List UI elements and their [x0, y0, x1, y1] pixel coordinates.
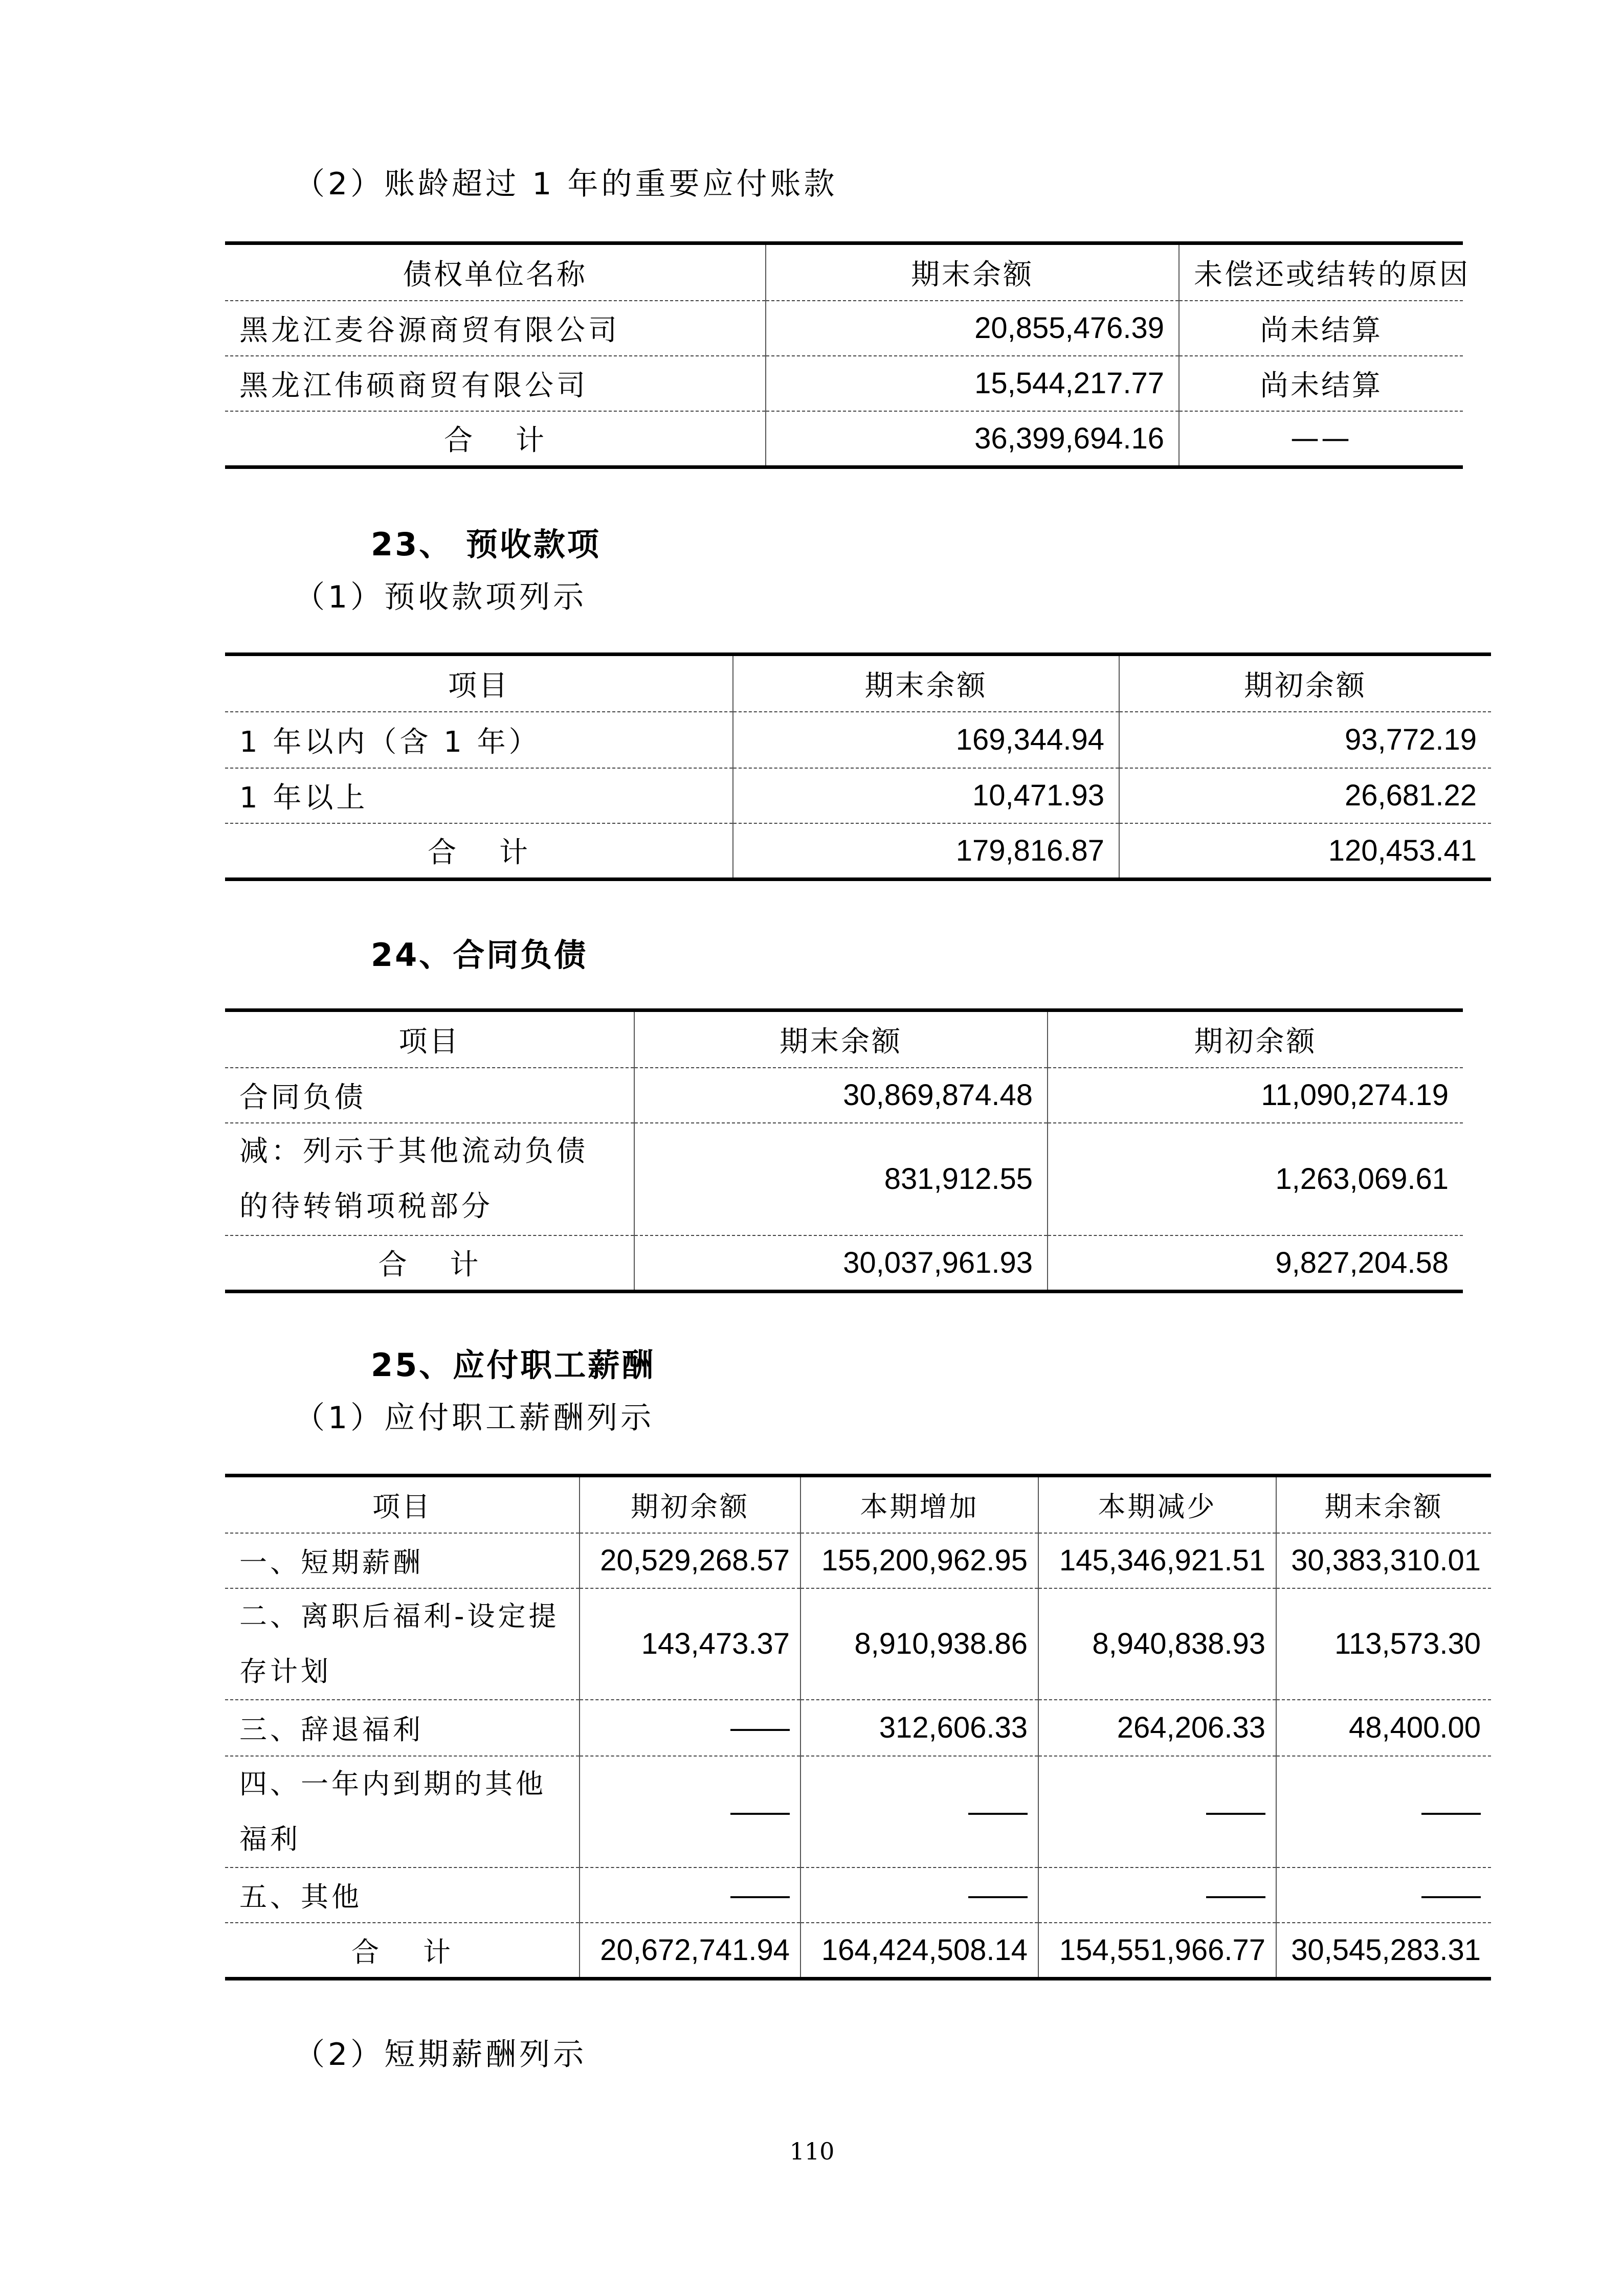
cell-value: 9,827,204.58 — [1048, 1235, 1463, 1292]
employee-payables-table — [225, 1474, 1491, 1980]
cell-value: —— — [1038, 1867, 1276, 1923]
column-header: 期末余额 — [733, 655, 1119, 712]
total-label — [225, 1235, 634, 1292]
advance-receipts-table — [225, 652, 1491, 881]
total-label — [225, 1923, 580, 1979]
cell-value: 8,910,938.86 — [800, 1588, 1038, 1700]
column-header: 期初余额 — [1119, 655, 1491, 712]
cell-value: 179,816.87 — [733, 823, 1119, 880]
column-header: 期初余额 — [1048, 1010, 1463, 1068]
cell-value: 155,200,962.95 — [800, 1533, 1038, 1588]
cell-value: 30,037,961.93 — [634, 1235, 1048, 1292]
total-label-part: 合 — [378, 1248, 409, 1282]
cell-value: 831,912.55 — [634, 1123, 1048, 1235]
cell-value: 145,346,921.51 — [1038, 1533, 1276, 1588]
cell-value: 154,551,966.77 — [1038, 1923, 1276, 1979]
cell-value: 143,473.37 — [580, 1588, 800, 1700]
column-header: 项目 — [448, 669, 509, 703]
cell-value: —— — [580, 1867, 800, 1923]
cell-value: 48,400.00 — [1276, 1700, 1491, 1756]
sec25-title: 25、应付职工薪酬 — [371, 1346, 656, 1384]
cell-value: 10,471.93 — [733, 768, 1119, 823]
row-label: 黑龙江伟硕商贸有限公司 — [239, 369, 588, 402]
column-header: 项目 — [398, 1025, 460, 1059]
row-label: 三、辞退福利 — [239, 1714, 424, 1746]
column-header: 本期增加 — [800, 1476, 1038, 1533]
table-row — [225, 768, 1491, 823]
total-row — [225, 1923, 1491, 1979]
total-row — [225, 411, 1463, 467]
table-row — [225, 1068, 1463, 1123]
table-header-row — [225, 243, 1463, 301]
cell-value: —— — [1276, 1867, 1491, 1923]
row-label: 1 年以上 — [239, 781, 368, 815]
table-row — [225, 356, 1463, 411]
total-label-part: 计 — [450, 1248, 481, 1282]
overdue-payables-table — [225, 241, 1470, 469]
table-row — [225, 1588, 1491, 1700]
cell-value: 164,424,508.14 — [800, 1923, 1038, 1979]
cell-value: —— — [1038, 1756, 1276, 1867]
column-header: 期末余额 — [766, 243, 1179, 301]
cell-value: 20,672,741.94 — [580, 1923, 800, 1979]
column-header: 未偿还或结转的原因 — [1179, 243, 1463, 301]
cell-value: 264,206.33 — [1038, 1700, 1276, 1756]
cell-value: 30,869,874.48 — [634, 1068, 1048, 1123]
row-label: 黑龙江麦谷源商贸有限公司 — [239, 313, 620, 347]
cell-value: 8,940,838.93 — [1038, 1588, 1276, 1700]
column-header: 项目 — [372, 1491, 432, 1523]
sec23-sub-title: （1）预收款项列示 — [294, 579, 587, 615]
total-label-part: 合 — [351, 1935, 381, 1968]
table-row — [225, 1867, 1491, 1923]
sec24-title: 24、合同负债 — [371, 936, 588, 974]
cell-value: —— — [800, 1756, 1038, 1867]
total-row — [225, 1235, 1463, 1292]
row-label: 一、短期薪酬 — [239, 1546, 424, 1579]
table-row — [225, 1756, 1491, 1867]
column-header: 期末余额 — [1276, 1476, 1491, 1533]
total-label-part: 合 — [444, 424, 475, 458]
cell-value: 20,529,268.57 — [580, 1533, 800, 1588]
sec22-sub2-title: （2）账龄超过 1 年的重要应付账款 — [294, 166, 838, 202]
cell-value: 312,606.33 — [800, 1700, 1038, 1756]
contract-liabilities-table — [225, 1008, 1463, 1293]
total-label-part: 计 — [516, 424, 546, 458]
cell-value: —— — [580, 1756, 800, 1867]
row-label: 合同负债 — [239, 1081, 366, 1114]
table-header-row — [225, 655, 1491, 712]
column-header: 本期减少 — [1038, 1476, 1276, 1533]
row-label: 五、其他 — [239, 1881, 362, 1913]
cell-value: —— — [1179, 411, 1463, 467]
column-header: 债权单位名称 — [403, 258, 587, 291]
total-label-part: 计 — [423, 1935, 453, 1968]
cell-value: —— — [580, 1700, 800, 1756]
total-label-part: 合 — [428, 836, 458, 870]
row-label: 二、离职后福利-设定提存计划 — [239, 1600, 560, 1687]
table-row — [225, 1123, 1463, 1235]
total-label — [225, 823, 733, 880]
column-header: 期初余额 — [580, 1476, 800, 1533]
cell-value: 20,855,476.39 — [766, 301, 1179, 356]
table-header-row — [225, 1010, 1463, 1068]
cell-value: 30,545,283.31 — [1276, 1923, 1491, 1979]
sec25-sub2-title: （2）短期薪酬列示 — [294, 2037, 587, 2073]
cell-value: 36,399,694.16 — [766, 411, 1179, 467]
total-label-part: 计 — [499, 836, 530, 870]
table-row — [225, 301, 1463, 356]
cell-value: 尚未结算 — [1179, 301, 1463, 356]
cell-value: 93,772.19 — [1119, 712, 1491, 768]
cell-value: 尚未结算 — [1179, 356, 1463, 411]
table-row — [225, 1700, 1491, 1756]
sec23-title: 23、 预收款项 — [371, 526, 601, 563]
total-row — [225, 823, 1491, 880]
sec25-sub-title: （1）应付职工薪酬列示 — [294, 1400, 655, 1436]
cell-value: —— — [800, 1867, 1038, 1923]
cell-value: 169,344.94 — [733, 712, 1119, 768]
cell-value: 15,544,217.77 — [766, 356, 1179, 411]
row-label: 减：列示于其他流动负债的待转销项税部分 — [239, 1134, 588, 1223]
page-number: 110 — [789, 2137, 835, 2165]
cell-value: 1,263,069.61 — [1048, 1123, 1463, 1235]
row-label: 四、一年内到期的其他福利 — [239, 1767, 546, 1855]
cell-value: 113,573.30 — [1276, 1588, 1491, 1700]
table-row — [225, 1533, 1491, 1588]
cell-value: 26,681.22 — [1119, 768, 1491, 823]
row-label: 1 年以内（含 1 年） — [239, 725, 541, 759]
total-label — [225, 411, 766, 467]
cell-value: 120,453.41 — [1119, 823, 1491, 880]
column-header: 期末余额 — [634, 1010, 1048, 1068]
cell-value: 11,090,274.19 — [1048, 1068, 1463, 1123]
cell-value: —— — [1276, 1756, 1491, 1867]
table-header-row — [225, 1476, 1491, 1533]
cell-value: 30,383,310.01 — [1276, 1533, 1491, 1588]
table-row — [225, 712, 1491, 768]
